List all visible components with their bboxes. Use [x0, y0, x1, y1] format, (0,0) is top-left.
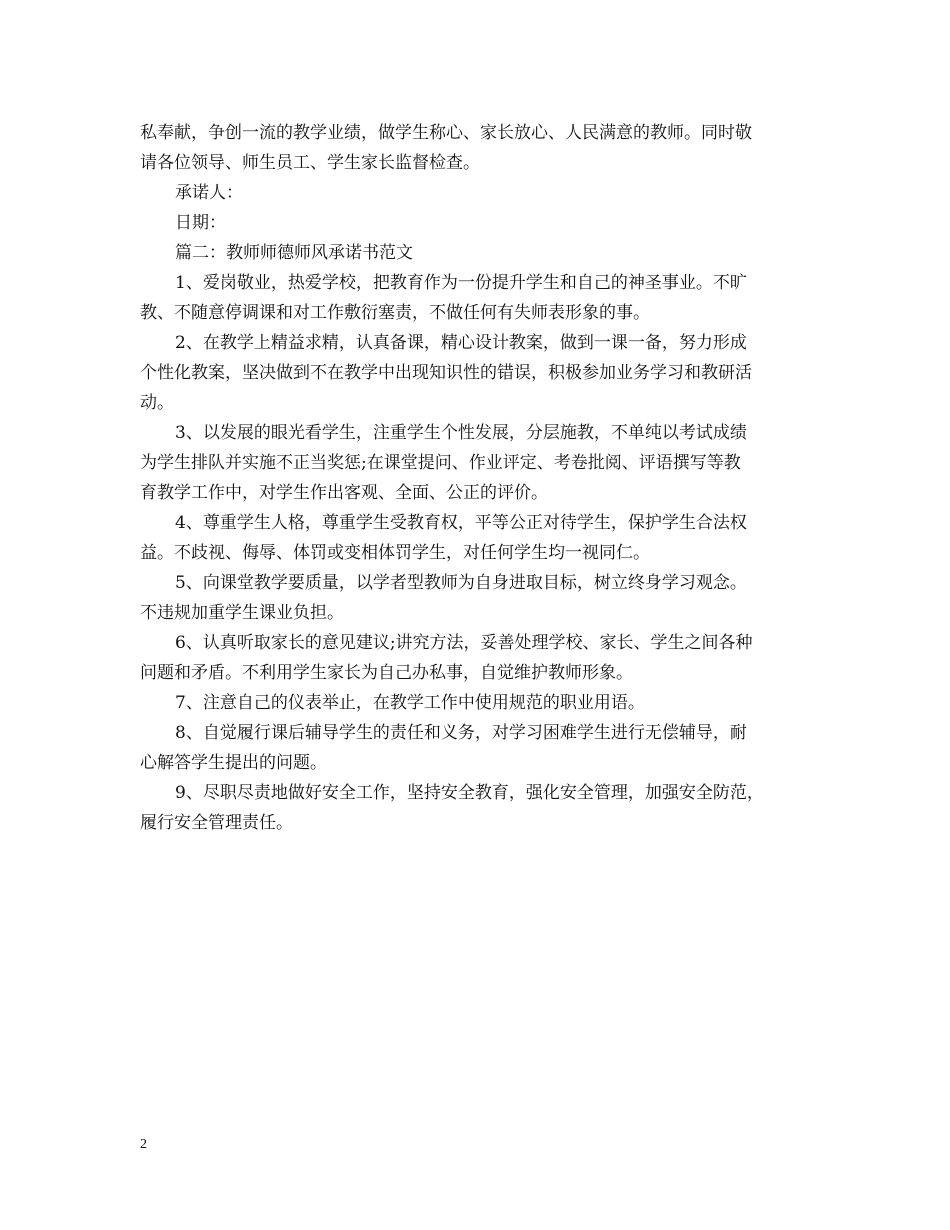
text-line: 9、尽职尽责地做好安全工作，坚持安全教育，强化安全管理，加强安全防范， [175, 783, 764, 803]
signatory-label: 承诺人： [175, 183, 243, 203]
text-line: 心解答学生提出的问题。 [140, 753, 327, 773]
section-title: 篇二：教师师德师风承诺书范文 [175, 243, 413, 263]
text-line: 教、不随意停调课和对工作敷衍塞责，不做任何有失师表形象的事。 [140, 303, 650, 323]
text-line: 私奉献，争创一流的教学业绩，做学生称心、家长放心、人民满意的教师。同时敬 [140, 123, 752, 143]
text-line: 益。不歧视、侮辱、体罚或变相体罚学生，对任何学生均一视同仁。 [140, 543, 650, 563]
text-line: 8、自觉履行课后辅导学生的责任和义务，对学习困难学生进行无偿辅导，耐 [175, 723, 747, 743]
text-line: 5、向课堂教学要质量，以学者型教师为自身进取目标，树立终身学习观念。 [175, 573, 747, 593]
text-line: 履行安全管理责任。 [140, 813, 293, 833]
text-line: 1、爱岗敬业，热爱学校，把教育作为一份提升学生和自己的神圣事业。不旷 [175, 273, 747, 293]
text-line: 请各位领导、师生员工、学生家长监督检查。 [140, 153, 480, 173]
text-line: 4、尊重学生人格，尊重学生受教育权，平等公正对待学生，保护学生合法权 [175, 513, 747, 533]
text-line: 个性化教案，坚决做到不在教学中出现知识性的错误，积极参加业务学习和教研活 [140, 363, 752, 383]
text-line: 动。 [140, 393, 174, 413]
text-line: 问题和矛盾。不利用学生家长为自己办私事，自觉维护教师形象。 [140, 663, 633, 683]
text-line: 7、注意自己的仪表举止，在教学工作中使用规范的职业用语。 [175, 693, 645, 713]
page-number: 2 [140, 1137, 147, 1152]
text-line: 育教学工作中，对学生作出客观、全面、公正的评价。 [140, 483, 548, 503]
text-line: 6、认真听取家长的意见建议;讲究方法，妥善处理学校、家长、学生之间各种 [175, 633, 753, 653]
date-label: 日期： [175, 213, 226, 233]
text-line: 不违规加重学生课业负担。 [140, 603, 344, 623]
document-body [140, 118, 810, 838]
text-line: 为学生排队并实施不正当奖惩;在课堂提问、作业评定、考卷批阅、评语撰写等教 [140, 453, 741, 473]
text-line: 2、在教学上精益求精，认真备课，精心设计教案，做到一课一备，努力形成 [175, 333, 747, 353]
text-line: 3、以发展的眼光看学生，注重学生个性发展，分层施教，不单纯以考试成绩 [175, 423, 747, 443]
